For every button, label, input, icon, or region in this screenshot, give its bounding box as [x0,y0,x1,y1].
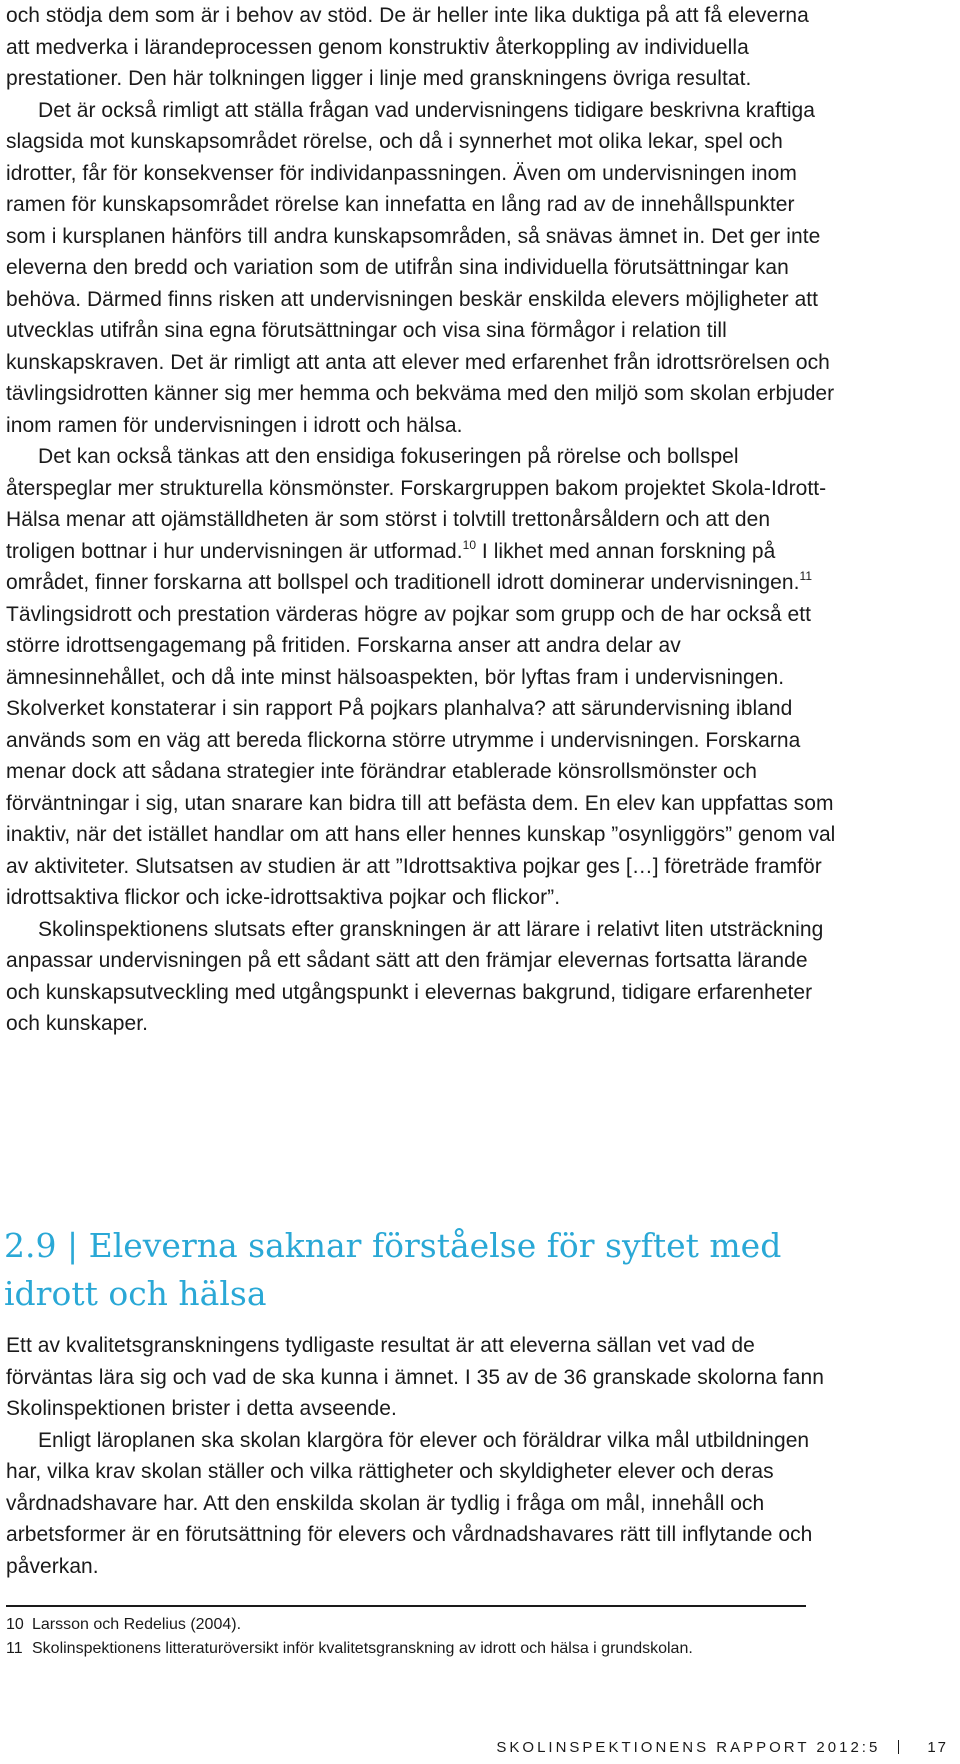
paragraph-text: I likhet med annan forskning på området, finner forskarna att bollspel och traditionell idrott dominerar undervisningen. [6,539,800,594]
footnote-text: Skolinspektionens litteraturöversikt inför kvalitetsgranskning av idrott och hälsa i grundskolan. [32,1640,693,1657]
footnote-ref[interactable]: 11 [799,569,813,583]
footnote [6,1615,241,1635]
paragraph: Det är också rimligt att ställa frågan vad undervisningens tidigare beskrivna kraftiga slagsida mot kunskapsområdet rörelse, och då i synnerhet mot olika lekar, spel och idrotter, får för konsekvenser för individanpassningen. Även om undervisningen inom ramen för kunskapsområdet rörelse kan innefatta en lång rad av de innehållspunkter som i kursplanen hänförs till andra kunskapsområden, så snävas ämnet in. Det ger inte eleverna den bredd och variation som de utifrån sina individuella förutsättningar kan behöva. Därmed finns risken att undervisningen beskär enskilda elevers möjligheter att utvecklas utifrån sina egna förutsättningar och visa sina förmågor i relation till kunskapskraven. Det är rimligt att anta att elever med erfarenhet från idrottsrörelsen och tävlingsidrotten känner sig mer hemma och bekväma med den miljö som skolan erbjuder inom ramen för undervisningen i idrott och hälsa. [6,98,835,437]
paragraph [6,441,836,914]
section-number: 2.9 [4,1226,57,1265]
paragraph: Enligt läroplanen ska skolan klargöra för elever och föräldrar vilka mål utbildningen har, vilka krav skolan ställer och vilka rättigheter och skyldigheter elever och deras vårdnadshavare har. Att den enskilda skolan är tydlig i fråga om mål, innehåll och arbetsformer är en förutsättning för elevers och vårdnadshavares rätt till inflytande och påverkan. [6,1428,813,1578]
section-heading [4,1222,844,1318]
footnote [6,1639,693,1659]
footnote-ref[interactable]: 10 [462,537,477,552]
section-title: Eleverna saknar förståelse för syftet med idrott och hälsa [4,1226,782,1313]
footnote-text: Larsson och Redelius (2004). [32,1616,242,1633]
footnote-number: 10 [6,1616,24,1633]
paragraph-text: Det kan också tänkas att den ensidiga fokuseringen på rörelse och bollspel återspeglar mer strukturella könsmönster. Forskargruppen bakom projektet Skola-Idrott-Hälsa menar att ojämställdheten är som störst i tolvtill trettonårsåldern och att den troligen bottnar i hur undervisningen är utformad. [6,445,827,563]
footnote-number: 11 [6,1640,23,1657]
page-footer [496,1739,948,1757]
footnote-divider [6,1605,806,1607]
body-text-top [6,0,836,1040]
paragraph: Ett av kvalitetsgranskningens tydligaste resultat är att eleverna sällan vet vad de förväntas lära sig och vad de ska kunna i ämnet. I 35 av de 36 granskade skolorna fann Skolinspektionen brister i detta avseende. [6,1334,824,1420]
paragraph: och stödja dem som är i behov av stöd. De är heller inte lika duktiga på att få eleverna att medverka i lärandeprocessen genom konstruktiv återkoppling av individuella prestationer. Den här tolkningen ligger i linje med granskningens övriga resultat. [6,4,809,90]
section-separator: | [66,1226,79,1265]
footer-divider [898,1740,927,1754]
paragraph: Skolinspektionens slutsats efter granskningen är att lärare i relativt liten utsträckning anpassar undervisningen på ett sådant sätt att den främjar elevernas fortsatta lärande och kunskapsutveckling med utgångspunkt i elevernas bakgrund, tidigare erfarenheter och kunskaper. [6,917,824,1035]
paragraph-text: Tävlingsidrott och prestation värderas högre av pojkar som grupp och de har också ett större idrottsengagemang på fritiden. Forskarna anser att andra delar av ämnesinnehållet, och då inte minst hälsoaspekten, bör lyftas fram i undervisningen. Skolverket konstaterar i sin rapport På pojkars planhalva? att särundervisning ibland används som en väg att bereda flickorna större utrymme i undervisningen. Forskarna menar dock att sådana strategier inte förändrar etablerade könsrollsmönster och förväntningar i sig, utan snarare kan bidra till att befästa dem. En elev kan uppfattas som inaktiv, när det istället handlar om att hans eller hennes kunskap ”osynliggörs” genom val av aktiviteter. Slutsatsen av studien är att ”Idrottsaktiva pojkar ges […] företräde framför idrottsaktiva flickor och icke-idrottsaktiva pojkar och flickor”. [6,602,836,909]
body-text-bottom [6,1330,836,1582]
report-name: SKOLINSPEKTIONENS RAPPORT 2012:5 [496,1739,881,1756]
page-number: 17 [927,1739,948,1756]
